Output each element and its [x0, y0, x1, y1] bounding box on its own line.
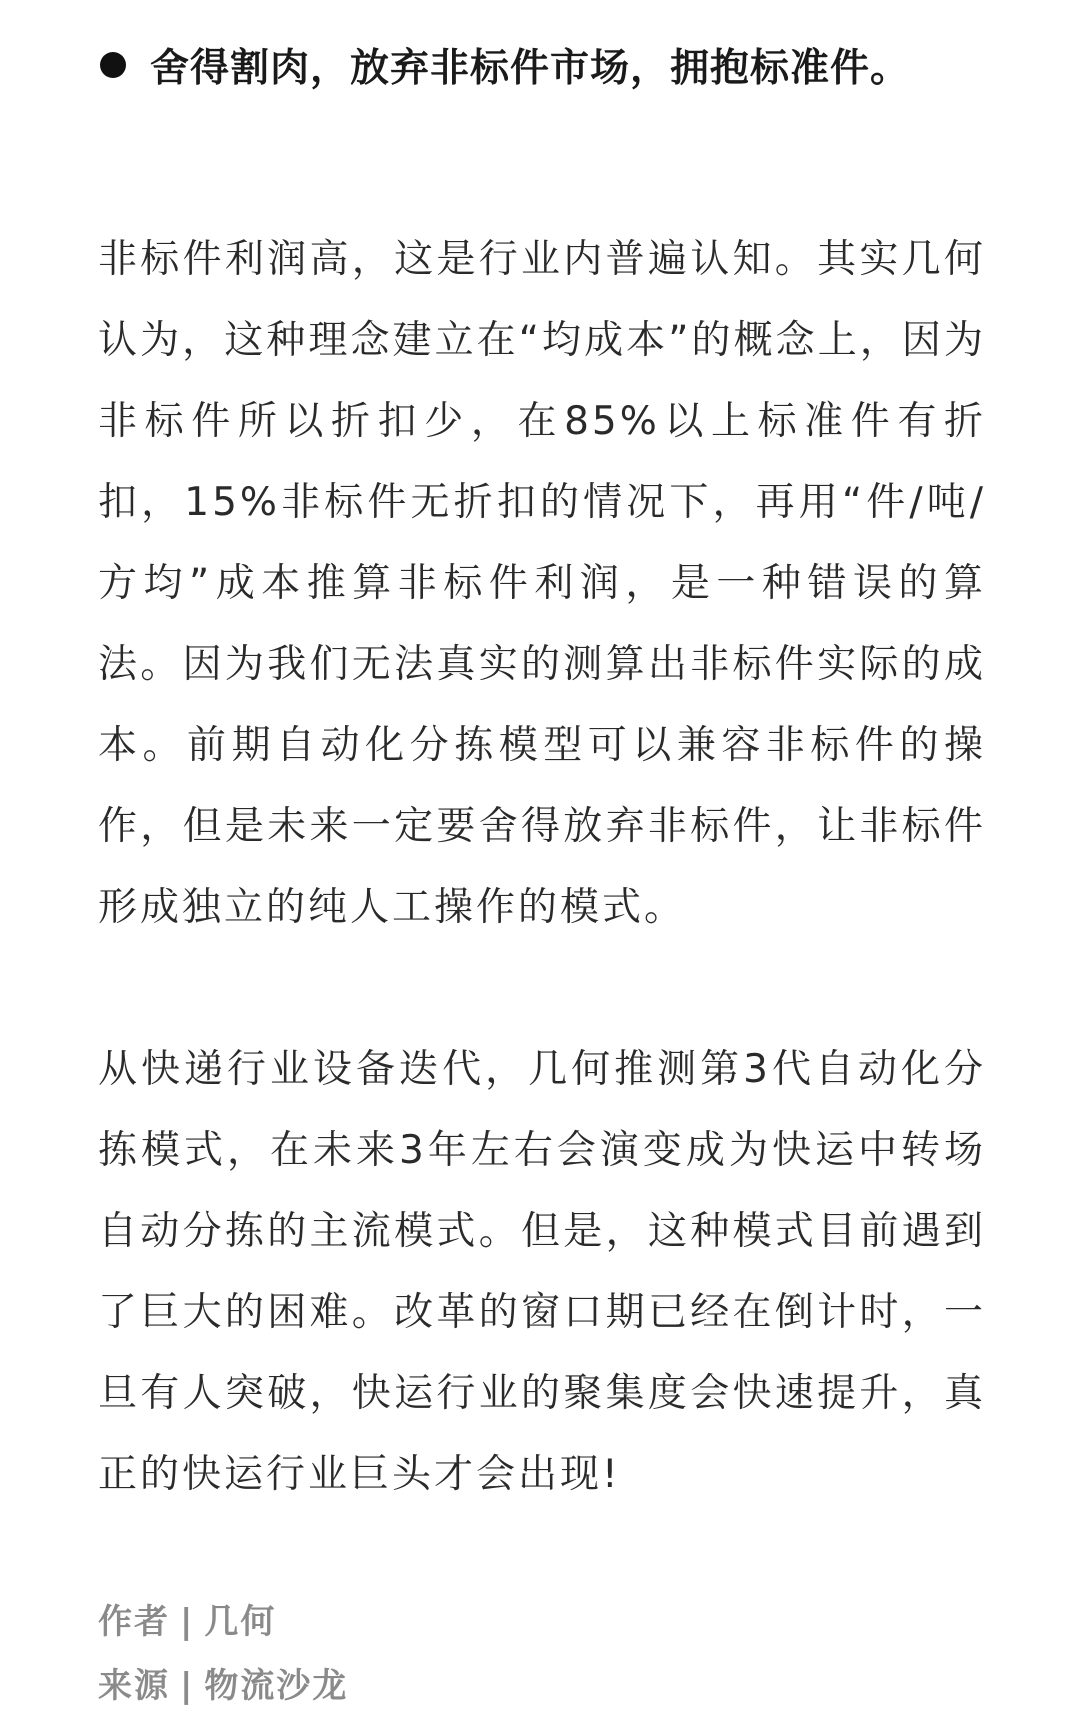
author-label: 作者 — [98, 1602, 170, 1642]
paragraph-2: 从快递行业设备迭代，几何推测第3代自动化分拣模式，在未来3年左右会演变成为快运中转场自动分拣的主流模式。但是，这种模式目前遇到了巨大的困难。改革的窗口期已经在倒计时，一旦有人突破，快运行业的聚集度会快速提升，真正的快运行业巨头才会出现! — [98, 1047, 986, 1497]
source-separator: | — [180, 1666, 195, 1706]
article-meta — [98, 1590, 986, 1718]
source-label: 来源 — [98, 1666, 170, 1706]
paragraph-1: 非标件利润高，这是行业内普遍认知。其实几何认为，这种理念建立在“均成本”的概念上，因为非标件所以折扣少，在85%以上标准件有折扣，15%非标件无折扣的情况下，再用“件/吨/方均”成本推算非标件利润，是一种错误的算法。因为我们无法真实的测算出非标件实际的成本。前期自动化分拣模型可以兼容非标件的操作，但是未来一定要舍得放弃非标件，让非标件形成独立的纯人工操作的模式。 — [98, 237, 986, 930]
author-line — [98, 1590, 986, 1654]
source-name: 物流沙龙 — [204, 1666, 349, 1706]
bullet-dot-icon — [100, 52, 126, 78]
author-separator: | — [180, 1602, 195, 1642]
heading-text: 舍得割肉，放弃非标件市场，拥抱标准件。 — [150, 46, 911, 91]
bullet-heading — [98, 30, 986, 100]
author-name: 几何 — [204, 1602, 277, 1642]
article-body — [98, 30, 986, 1718]
source-line — [98, 1654, 986, 1718]
